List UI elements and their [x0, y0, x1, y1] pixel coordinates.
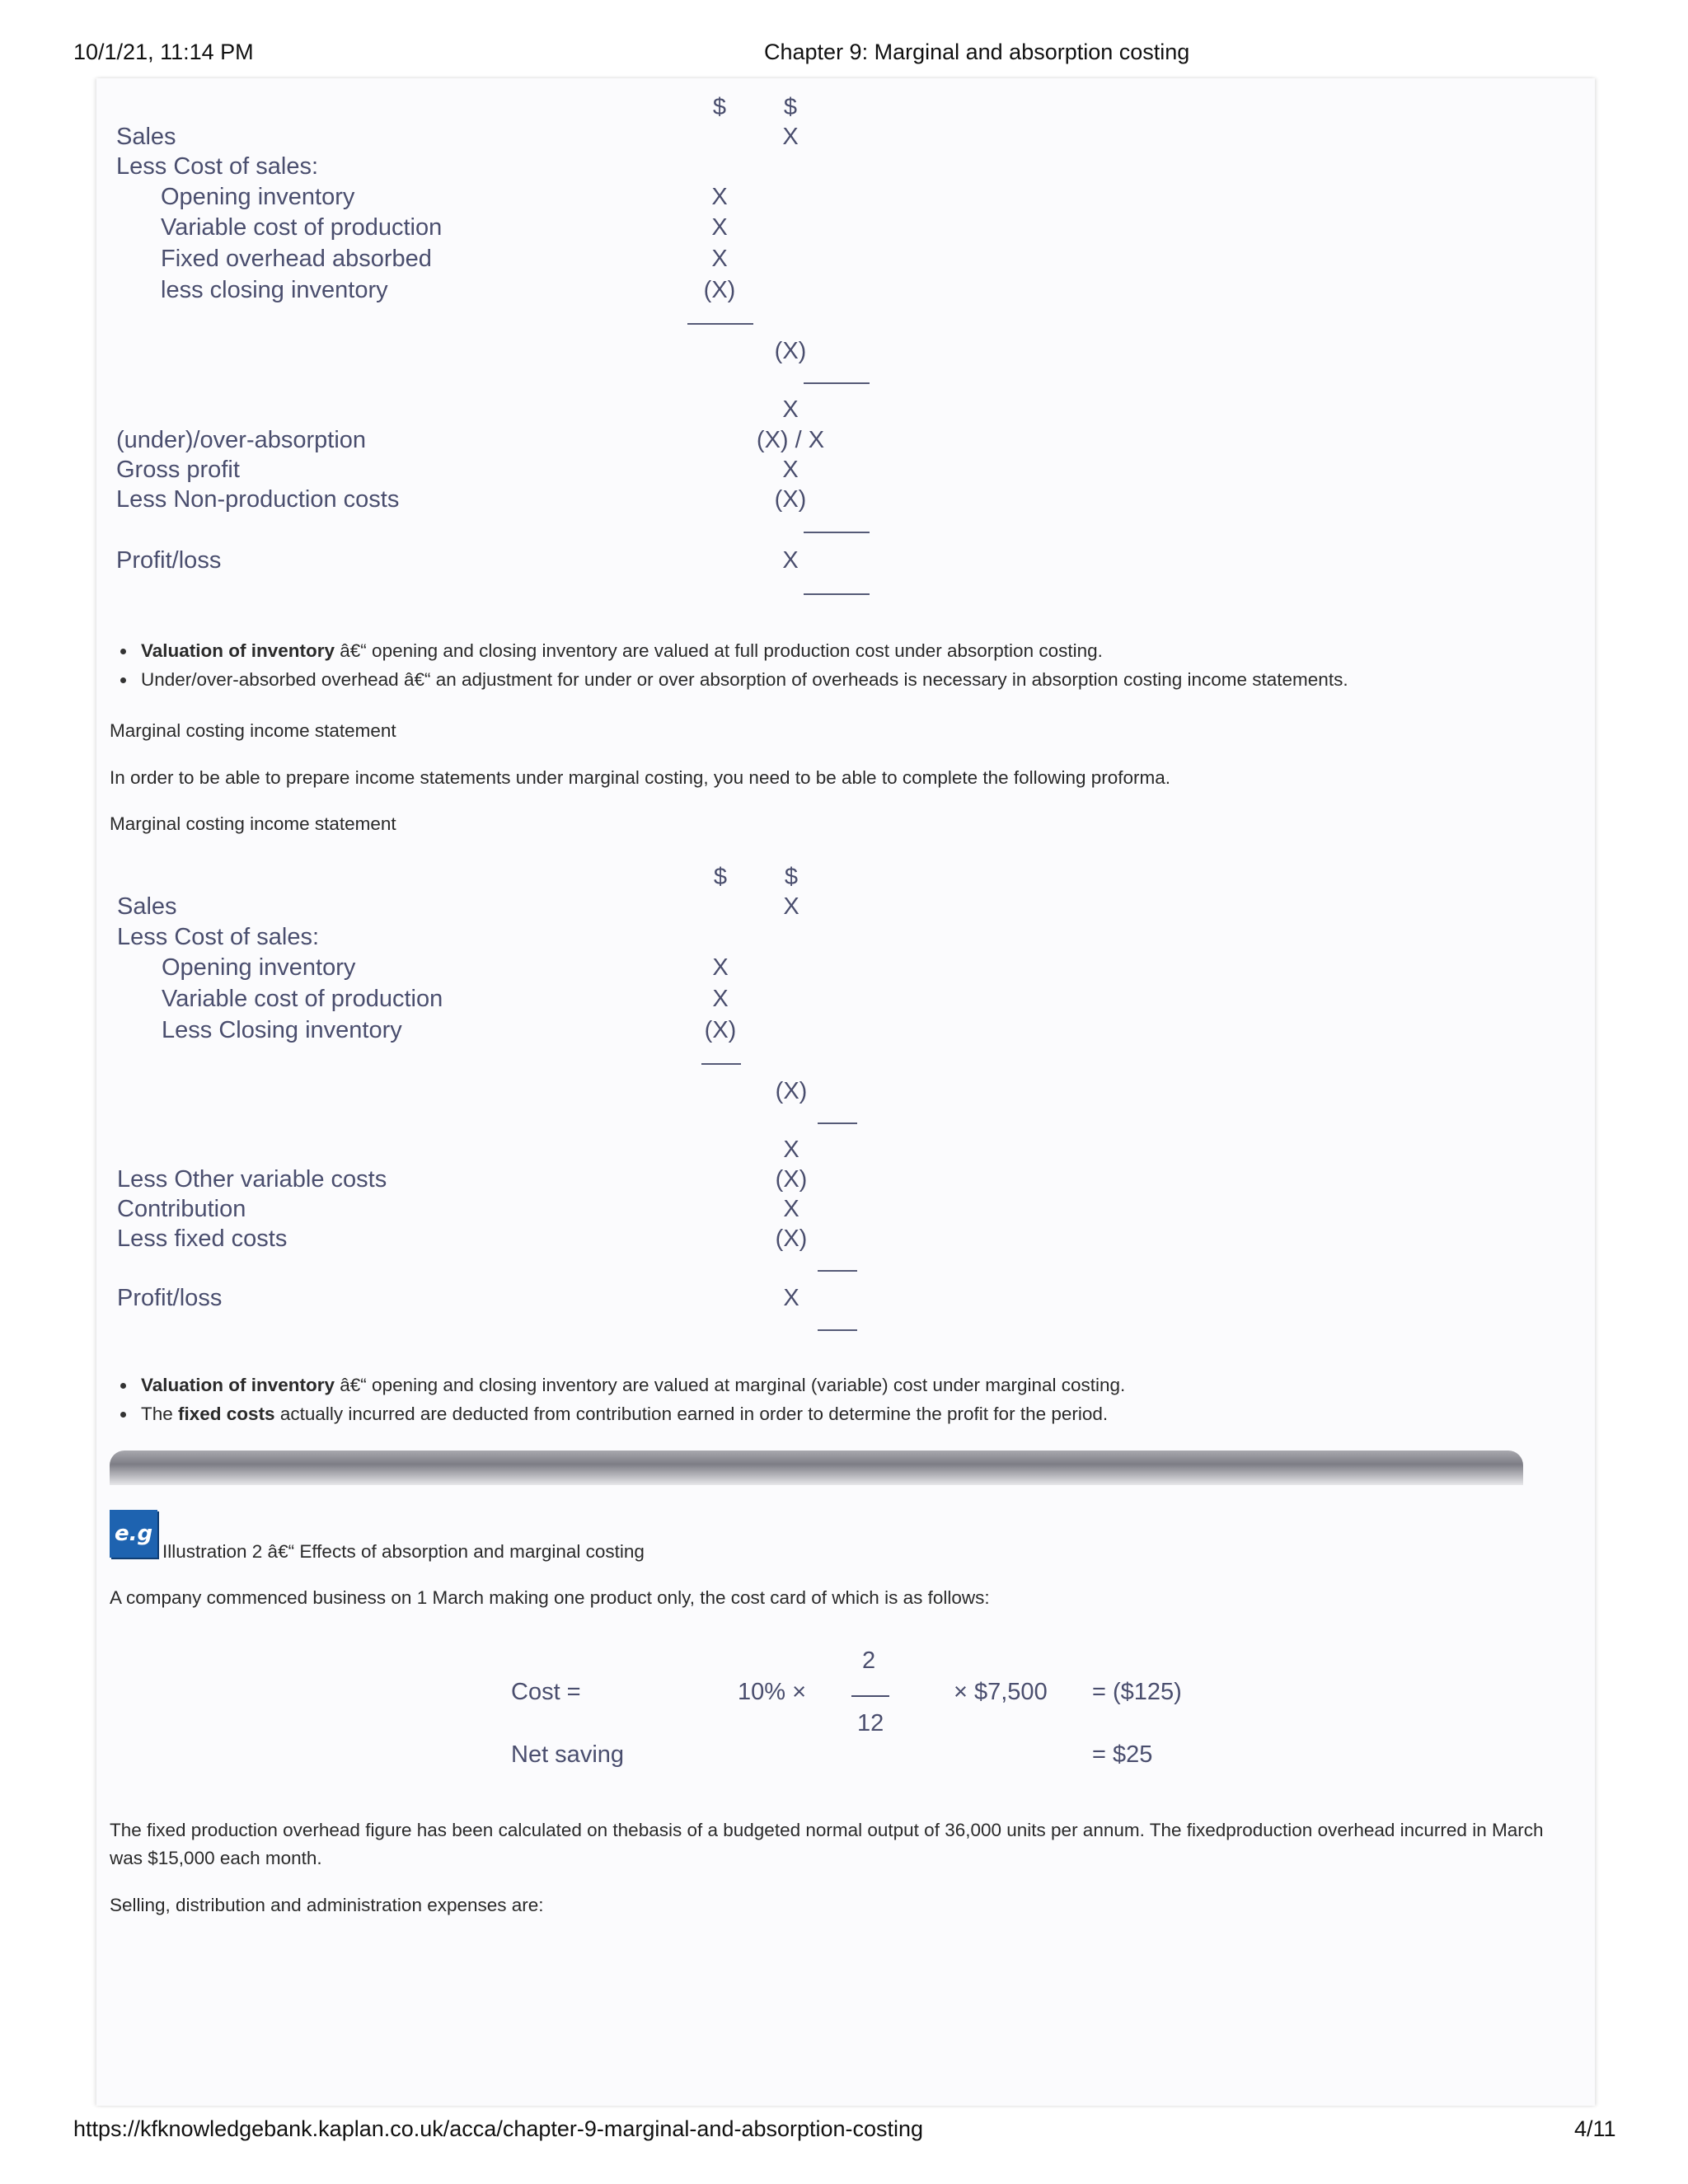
profit-loss-label: Profit/loss: [117, 1285, 223, 1311]
under-over-absorption-label: (under)/over-absorption: [116, 427, 367, 453]
print-page-title: Chapter 9: Marginal and absorption costing: [764, 40, 1190, 64]
print-datetime: 10/1/21, 11:14 PM: [73, 40, 254, 64]
rule-line: [804, 593, 870, 595]
print-page-number: 4/11: [1574, 2116, 1616, 2141]
rate-value: 10% ×: [738, 1679, 807, 1705]
fixed-overhead-absorbed-label: Fixed overhead absorbed: [161, 246, 432, 272]
variable-cost-value: X: [712, 986, 729, 1012]
opening-inventory-value: X: [711, 184, 728, 210]
rule-line: [804, 382, 870, 384]
column-header-1: $: [713, 864, 728, 890]
variable-cost-label: Variable cost of production: [162, 986, 443, 1012]
fixed-overhead-absorbed-value: X: [711, 246, 728, 272]
fraction-denominator: 12: [857, 1710, 884, 1736]
opening-inventory-label: Opening inventory: [161, 184, 355, 210]
fraction-bar: [851, 1695, 889, 1697]
less-cost-of-sales-label: Less Cost of sales:: [117, 924, 319, 950]
profit-loss-value: X: [782, 547, 799, 574]
rule-line: [804, 532, 870, 533]
marginal-intro: In order to be able to prepare income statements under marginal costing, you need to be able to complete the following proforma.: [110, 767, 1171, 788]
rule-line: [701, 1063, 741, 1065]
sales-label: Sales: [116, 124, 176, 150]
cost-label: Cost =: [511, 1679, 581, 1705]
under-over-absorption-value: (X) / X: [756, 427, 825, 453]
subtotal-value: X: [782, 396, 799, 423]
illustration-title: Illustration 2 â€“ Effects of absorption and marginal costing: [162, 1541, 645, 1562]
list-item: Valuation of inventory â€“ opening and closing inventory are valued at full production cost under absorption costing.: [110, 636, 1348, 665]
rule-line: [818, 1329, 857, 1331]
opening-inventory-value: X: [712, 954, 729, 981]
expenses-paragraph: Selling, distribution and administration expenses are:: [110, 1895, 544, 1915]
example-icon: e.g: [110, 1510, 157, 1558]
marginal-bullet-list: [110, 1371, 1125, 1428]
other-variable-costs-label: Less Other variable costs: [117, 1166, 387, 1193]
variable-cost-value: X: [711, 214, 728, 241]
profit-loss-label: Profit/loss: [116, 547, 222, 574]
contribution-value: X: [783, 1196, 799, 1222]
gross-profit-label: Gross profit: [116, 457, 240, 483]
cost-result: = ($125): [1092, 1679, 1182, 1705]
sales-value: X: [783, 893, 799, 920]
rule-line: [687, 323, 753, 325]
net-saving-result: = $25: [1092, 1741, 1153, 1768]
multiplier-value: × $7,500: [954, 1679, 1048, 1705]
expandable-section-bar[interactable]: [110, 1451, 1523, 1485]
list-item: Valuation of inventory â€“ opening and closing inventory are valued at marginal (variable) cost under marginal costing.: [110, 1371, 1125, 1399]
marginal-subheading: Marginal costing income statement: [110, 813, 396, 834]
absorption-costing-proforma: [116, 89, 940, 600]
list-item: The fixed costs actually incurred are deducted from contribution earned in order to determine the profit for the period.: [110, 1399, 1125, 1428]
non-production-costs-value: (X): [774, 486, 807, 513]
column-header-2: $: [784, 864, 799, 890]
overhead-paragraph-line2: was $15,000 each month.: [110, 1848, 322, 1868]
fixed-costs-label: Less fixed costs: [117, 1226, 288, 1252]
net-saving-label: Net saving: [511, 1741, 625, 1768]
print-url: https://kfknowledgebank.kaplan.co.uk/acca/chapter-9-marginal-and-absorption-costing: [73, 2116, 924, 2141]
fixed-costs-value: (X): [775, 1226, 808, 1252]
closing-inventory-value: (X): [704, 1017, 737, 1043]
sales-value: X: [782, 124, 799, 150]
closing-inventory-label: less closing inventory: [161, 277, 388, 303]
contribution-label: Contribution: [117, 1196, 246, 1222]
closing-inventory-value: (X): [703, 277, 736, 303]
less-cost-of-sales-label: Less Cost of sales:: [116, 153, 318, 180]
marginal-costing-proforma: [117, 859, 941, 1345]
gross-profit-value: X: [782, 457, 799, 483]
rule-line: [818, 1122, 857, 1124]
marginal-heading: Marginal costing income statement: [110, 720, 396, 741]
opening-inventory-label: Opening inventory: [162, 954, 356, 981]
subtotal-value: X: [783, 1137, 799, 1163]
closing-inventory-label: Less Closing inventory: [162, 1017, 402, 1043]
cost-of-sales-total: (X): [774, 338, 807, 364]
variable-cost-label: Variable cost of production: [161, 214, 443, 241]
sales-label: Sales: [117, 893, 177, 920]
cost-of-sales-total: (X): [775, 1078, 808, 1104]
column-header-2: $: [783, 94, 798, 120]
illustration-intro: A company commenced business on 1 March making one product only, the cost card of which is as follows:: [110, 1587, 990, 1608]
absorption-bullet-list: [110, 636, 1348, 694]
column-header-1: $: [712, 94, 727, 120]
overhead-paragraph-line1: The fixed production overhead figure has been calculated on thebasis of a budgeted normal output of 36,000 units per annum. The fixedproduction overhead incurred in March: [110, 1820, 1544, 1840]
fraction-numerator: 2: [862, 1647, 876, 1674]
profit-loss-value: X: [783, 1285, 799, 1311]
rule-line: [818, 1270, 857, 1272]
non-production-costs-label: Less Non-production costs: [116, 486, 400, 513]
other-variable-costs-value: (X): [775, 1166, 808, 1193]
list-item: Under/over-absorbed overhead â€“ an adjustment for under or over absorption of overheads is necessary in absorption costing income statements.: [110, 665, 1348, 694]
